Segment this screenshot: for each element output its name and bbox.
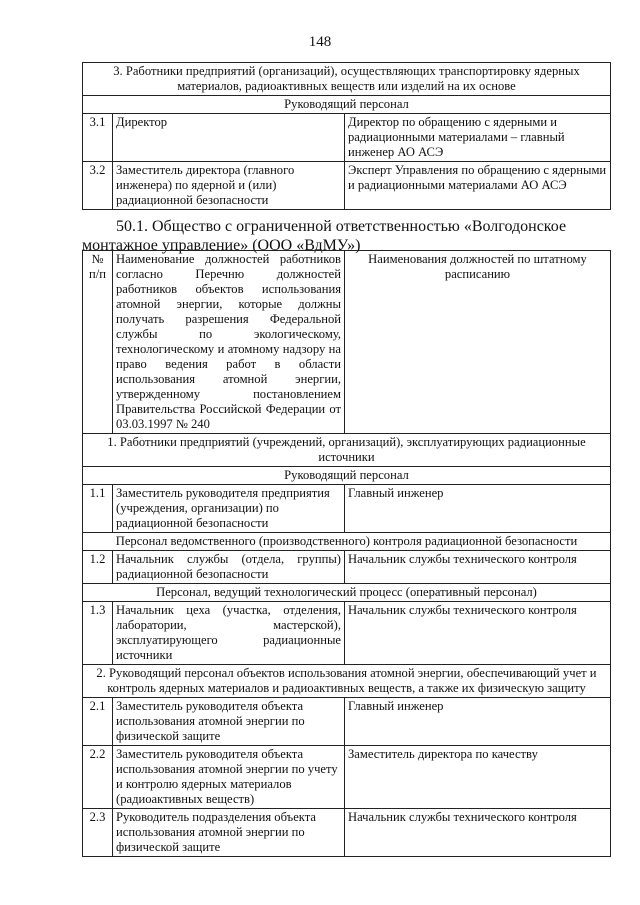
position-cell: Заместитель директора (главного инженера) по ядерной и (или) радиационной безопасности (113, 162, 345, 210)
section-row (83, 63, 611, 96)
section-title: 2. Руководящий персонал объектов использования атомной энергии, обеспечивающий учет и контроль ядерных материалов и радиоактивных веществ, а также их физическую защиту (83, 665, 611, 698)
section-row (83, 434, 611, 467)
table-row (83, 551, 611, 584)
section-row (83, 665, 611, 698)
subheading: Персонал, ведущий технологический процесс (оперативный персонал) (83, 584, 611, 602)
table-row (83, 746, 611, 809)
subheading-row (83, 96, 611, 114)
staff-position-cell: Главный инженер (345, 485, 611, 533)
staff-position-cell: Эксперт Управления по обращению с ядерными и радиационными материалами АО АСЭ (345, 162, 611, 210)
header-position: Наименование должностей работников согласно Перечню должностей работников объектов использования атомной энергии, которые должны получать разрешения Федеральной службы по экологическому, технологическому и атомному надзору на право ведения работ в области использования атомной энергии, утвержденному постановлением Правительства Российской Федерации от 03.03.1997 № 240 (113, 251, 345, 434)
subheading-row (83, 533, 611, 551)
row-number: 3.2 (83, 162, 113, 210)
section-title: 3. Работники предприятий (организаций), осуществляющих транспортировку ядерных материалов, радиоактивных веществ или изделий на их основе (83, 63, 611, 96)
subheading: Персонал ведомственного (производственного) контроля радиационной безопасности (83, 533, 611, 551)
staff-position-cell: Начальник службы технического контроля (345, 602, 611, 665)
positions-table-vdmu (82, 250, 611, 857)
position-cell: Заместитель руководителя объекта использования атомной энергии по физической защите (113, 698, 345, 746)
table-row (83, 809, 611, 857)
position-cell: Заместитель руководителя предприятия (учреждения, организации) по радиационной безопасности (113, 485, 345, 533)
position-cell: Руководитель подразделения объекта использования атомной энергии по физической защите (113, 809, 345, 857)
row-number: 3.1 (83, 114, 113, 162)
page-number: 148 (308, 34, 332, 50)
staff-position-cell: Главный инженер (345, 698, 611, 746)
positions-table-transport (82, 62, 611, 210)
staff-position-cell: Директор по обращению с ядерными и радиационными материалами – главный инженер АО АСЭ (345, 114, 611, 162)
position-cell: Начальник цеха (участка, отделения, лаборатории, мастерской), эксплуатирующего радиационные источники (113, 602, 345, 665)
subheading: Руководящий персонал (83, 467, 611, 485)
staff-position-cell: Заместитель директора по качеству (345, 746, 611, 809)
position-cell: Заместитель руководителя объекта использования атомной энергии по учету и контролю ядерных материалов (радиоактивных веществ) (113, 746, 345, 809)
section-title: 1. Работники предприятий (учреждений, организаций), эксплуатирующих радиационные источники (83, 434, 611, 467)
subheading-row (83, 584, 611, 602)
header-row (83, 251, 611, 434)
position-cell: Директор (113, 114, 345, 162)
row-number: 2.3 (83, 809, 113, 857)
row-number: 2.2 (83, 746, 113, 809)
header-staff-position: Наименования должностей по штатному расписанию (345, 251, 611, 434)
table-row (83, 698, 611, 746)
table-row (83, 114, 611, 162)
staff-position-cell: Начальник службы технического контроля (345, 809, 611, 857)
position-cell: Начальник службы (отдела, группы) радиационной безопасности (113, 551, 345, 584)
table-row (83, 162, 611, 210)
header-number: № п/п (83, 251, 113, 434)
organization-heading: 50.1. Общество с ограниченной ответственностью «Волгодонское монтажное управление» (ООО «ВдМУ») (82, 218, 567, 254)
row-number: 1.3 (83, 602, 113, 665)
table-row (83, 485, 611, 533)
row-number: 2.1 (83, 698, 113, 746)
subheading: Руководящий персонал (83, 96, 611, 114)
row-number: 1.1 (83, 485, 113, 533)
row-number: 1.2 (83, 551, 113, 584)
staff-position-cell: Начальник службы технического контроля (345, 551, 611, 584)
subheading-row (83, 467, 611, 485)
table-row (83, 602, 611, 665)
